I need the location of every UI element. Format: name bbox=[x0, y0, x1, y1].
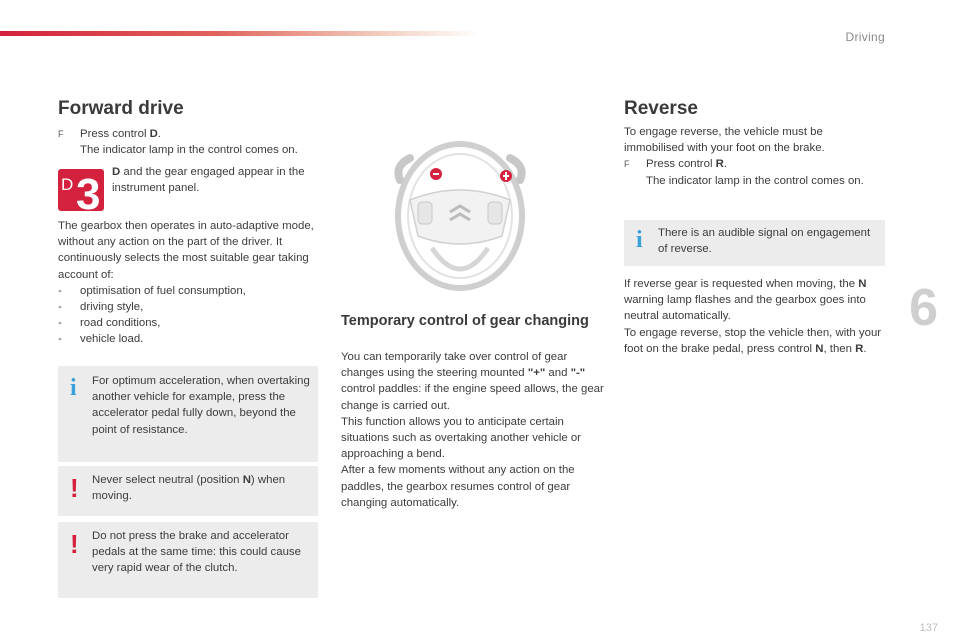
warning-text: Do not press the brake and accelerator pedals at the same time: this could cause very rapid wear of the clutch. bbox=[92, 530, 301, 575]
info-icon: i bbox=[70, 375, 77, 401]
chapter-number: 6 bbox=[909, 279, 938, 337]
gearbox-description: The gearbox then operates in auto-adaptive mode, without any action on the part of the driver. It continuously selects the most suitable gear taking account of: - optimisation of fuel consumption, - driving style, - road conditions, - vehicle load. bbox=[58, 218, 320, 348]
factor-item: optimisation of fuel consumption, bbox=[80, 284, 246, 297]
warning-icon: ! bbox=[70, 473, 79, 503]
top-accent-bar bbox=[0, 31, 480, 36]
warning-icon: ! bbox=[70, 529, 79, 559]
factor-item: driving style, bbox=[80, 301, 144, 314]
factor-item: vehicle load. bbox=[80, 333, 144, 346]
pedal-warning-box bbox=[58, 522, 318, 598]
display-digit: 3 bbox=[76, 170, 101, 211]
display-letter: D bbox=[61, 175, 74, 194]
reverse-title: Reverse bbox=[624, 98, 698, 119]
bullet-icon: F bbox=[58, 129, 64, 139]
neutral-warning-box bbox=[58, 466, 318, 516]
gear-display-icon bbox=[58, 169, 104, 211]
forward-bullet-line2: The indicator lamp in the control comes on. bbox=[80, 144, 298, 157]
info-icon: i bbox=[636, 227, 643, 253]
reverse-details: If reverse gear is requested when moving, the N warning lamp flashes and the gearbox goes into neutral automatically. To engage reverse, stop the vehicle then, with your foot on the brake pedal, press control N, then R. bbox=[624, 278, 882, 355]
d-display-text: D and the gear engaged appear in the instrument panel. bbox=[112, 166, 305, 195]
factor-item: road conditions, bbox=[80, 317, 161, 330]
acceleration-info-box bbox=[58, 366, 318, 462]
info-text: There is an audible signal on engagement of reverse. bbox=[658, 227, 871, 256]
warning-text: Never select neutral (position N) when moving. bbox=[92, 474, 286, 503]
bullet-icon: F bbox=[624, 159, 630, 170]
page-number: 137 bbox=[919, 622, 938, 634]
steering-wheel-illustration bbox=[390, 140, 530, 292]
forward-bullet: F Press control D. The indicator lamp in the control comes on. bbox=[58, 126, 323, 158]
section-title: Driving bbox=[845, 30, 885, 44]
forward-drive-title: Forward drive bbox=[58, 98, 184, 119]
temporary-control-title: Temporary control of gear changing bbox=[341, 313, 589, 329]
info-text: For optimum acceleration, when overtaking another vehicle for example, press the accelerator pedal fully down, beyond the point of resistance. bbox=[92, 375, 310, 436]
reverse-intro: To engage reverse, the vehicle must be immobilised with your foot on the brake. F Press control R. The indicator lamp in the control comes on. bbox=[624, 126, 864, 187]
temporary-control-text: You can temporarily take over control of gear changes using the steering mounted "+" and "-" control paddles: if the engine speed allows, the gear change is carried out. This function allows you to anticipate certain situations such as overtaking another vehicle or approaching a bend. After a few moments without any action on the paddles, the gearbox resumes control of gear changing automatically. bbox=[341, 351, 604, 509]
reverse-info-box bbox=[624, 220, 885, 266]
